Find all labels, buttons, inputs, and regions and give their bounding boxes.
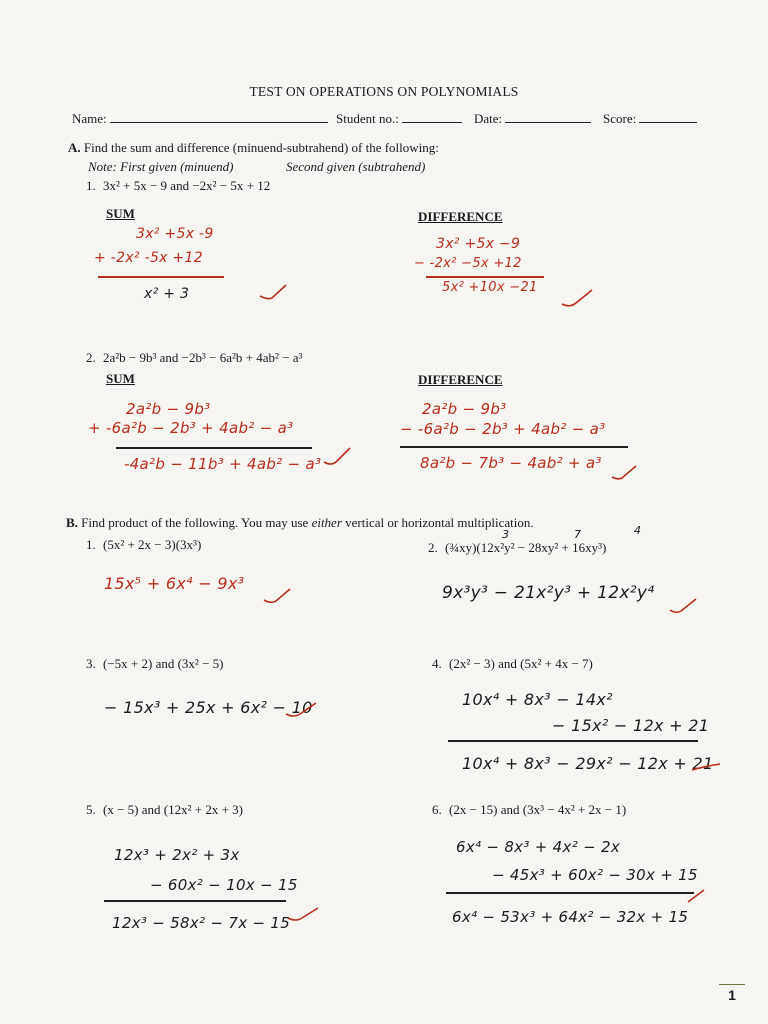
b4-check-icon <box>690 762 722 774</box>
sum-label-1: SUM <box>106 206 135 221</box>
a2-diff-rule <box>400 446 628 448</box>
name-line <box>110 110 328 123</box>
b2-work: 9x³y³ − 21x²y³ + 12x²y⁴ <box>442 583 655 603</box>
problem-text: (2x² − 3) and (5x² + 4x − 7) <box>449 656 593 671</box>
page-number: 1 <box>719 984 745 1003</box>
b-item-3 <box>86 656 223 672</box>
b5-result: 12x³ − 58x² − 7x − 15 <box>112 914 291 932</box>
sum-label-2: SUM <box>106 371 135 386</box>
b2-annotation-2: 7 <box>574 528 582 541</box>
b5-rule <box>104 900 286 902</box>
problem-text: (2x − 15) and (3x³ − 4x² + 2x − 1) <box>449 802 627 817</box>
a2-diff-line-2: − -6a²b − 2b³ + 4ab² − a³ <box>400 420 606 438</box>
a1-diff-check-icon <box>560 288 594 310</box>
a2-sum-line-1: 2a²b − 9b³ <box>126 400 211 418</box>
date-line <box>505 110 591 123</box>
b2-annotation-1: 3 <box>502 528 510 541</box>
a2-sum-result: -4a²b − 11b³ + 4ab² − a³ <box>124 455 322 473</box>
a1-sum-line-2: + -2x² -5x +12 <box>94 250 203 266</box>
b4-work-line-2: − 15x² − 12x + 21 <box>552 716 710 735</box>
item-number: 2. <box>428 540 438 555</box>
difference-label-2: DIFFERENCE <box>418 372 503 387</box>
b2-annotation-3: 4 <box>634 524 642 537</box>
a1-sum-check-icon <box>258 282 288 302</box>
name-field <box>72 110 328 127</box>
note-first: Note: First given (minuend) <box>88 159 234 174</box>
b6-work-line-2: − 45x³ + 60x² − 30x + 15 <box>492 866 698 884</box>
a2-diff-check-icon <box>610 464 638 482</box>
date-label: Date: <box>474 111 503 126</box>
b1-work: 15x⁵ + 6x⁴ − 9x³ <box>104 574 245 593</box>
b6-work-line-1: 6x⁴ − 8x³ + 4x² − 2x <box>456 838 621 856</box>
b6-result: 6x⁴ − 53x³ + 64x² − 32x + 15 <box>452 908 689 926</box>
b6-check-icon <box>686 888 706 906</box>
b4-rule <box>448 740 698 742</box>
b-item-1 <box>86 537 201 553</box>
problem-text: 3x² + 5x − 9 and −2x² − 5x + 12 <box>103 178 271 193</box>
item-number: 3. <box>86 656 96 671</box>
problem-text: (−5x + 2) and (3x² − 5) <box>103 656 224 671</box>
b5-check-icon <box>286 906 320 924</box>
a2-diff-result: 8a²b − 7b³ − 4ab² + a³ <box>420 454 602 472</box>
a-item-2 <box>86 350 302 366</box>
name-label: Name: <box>72 111 107 126</box>
score-line <box>639 110 697 123</box>
a1-sum-line-1: 3x² +5x -9 <box>136 226 214 242</box>
a1-sum-rule <box>98 276 224 278</box>
student-no-line <box>402 110 462 123</box>
a2-sum-check-icon <box>322 446 352 468</box>
problem-text: 2a²b − 9b³ and −2b³ − 6a²b + 4ab² − a³ <box>103 350 303 365</box>
note-second: Second given (subtrahend) <box>286 159 426 174</box>
a2-diff-line-1: 2a²b − 9b³ <box>422 400 507 418</box>
section-b-text-pre: Find product of the following. You may use <box>81 515 312 530</box>
section-b-text-post: vertical or horizontal multiplication. <box>341 515 534 530</box>
b-item-4 <box>432 656 593 672</box>
item-number: 1. <box>86 537 96 552</box>
item-number: 1. <box>86 178 96 193</box>
section-a-instruction <box>68 140 439 156</box>
date-field <box>474 110 591 127</box>
b5-work-line-2: − 60x² − 10x − 15 <box>150 876 298 894</box>
section-b-instruction <box>66 515 534 531</box>
b6-rule <box>446 892 694 894</box>
b4-result: 10x⁴ + 8x³ − 29x² − 12x + 21 <box>462 754 714 773</box>
a1-diff-line-1: 3x² +5x −9 <box>436 236 521 252</box>
a1-sum-result: x² + 3 <box>144 286 190 302</box>
b5-work-line-1: 12x³ + 2x² + 3x <box>114 846 240 864</box>
b3-work: − 15x³ + 25x + 6x² − 10 <box>104 698 313 717</box>
a1-diff-rule <box>426 276 544 278</box>
student-no-label: Student no.: <box>336 111 399 126</box>
section-a-text: Find the sum and difference (minuend-subtrahend) of the following: <box>83 140 439 155</box>
b3-check-icon <box>284 700 318 720</box>
item-number: 5. <box>86 802 96 817</box>
score-field <box>603 110 697 127</box>
item-number: 2. <box>86 350 96 365</box>
section-b-text-em: either <box>311 515 342 530</box>
section-a-letter: A. <box>68 140 81 155</box>
a2-sum-rule <box>116 447 312 449</box>
b4-work-line-1: 10x⁴ + 8x³ − 14x² <box>462 690 613 709</box>
b1-check-icon <box>262 586 292 606</box>
b2-check-icon <box>668 596 698 616</box>
page-title: TEST ON OPERATIONS ON POLYNOMIALS <box>249 84 519 99</box>
problem-text: (x − 5) and (12x² + 2x + 3) <box>103 802 243 817</box>
a2-sum-line-2: + -6a²b − 2b³ + 4ab² − a³ <box>88 419 294 437</box>
score-label: Score: <box>603 111 637 126</box>
problem-text: (5x² + 2x − 3)(3x³) <box>103 537 202 552</box>
b-item-5 <box>86 802 243 818</box>
a1-diff-result: 5x² +10x −21 <box>442 280 538 295</box>
b-item-2 <box>428 540 606 556</box>
b-item-6 <box>432 802 626 818</box>
difference-label-1: DIFFERENCE <box>418 209 503 224</box>
item-number: 6. <box>432 802 442 817</box>
a-item-1 <box>86 178 270 194</box>
student-no-field <box>336 110 462 127</box>
section-b-letter: B. <box>66 515 78 530</box>
a1-diff-line-2: − -2x² −5x +12 <box>414 256 522 271</box>
item-number: 4. <box>432 656 442 671</box>
problem-text: (¾xy)(12x²y² − 28xy² + 16xy³) <box>445 540 607 555</box>
